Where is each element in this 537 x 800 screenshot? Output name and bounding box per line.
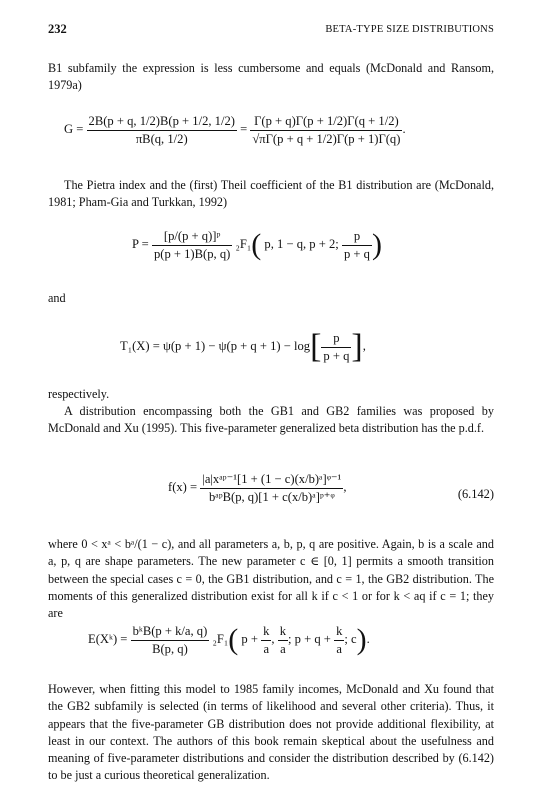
eq-p-lhs: P =	[132, 236, 149, 251]
eq-e-mid: ; p + q +	[288, 631, 331, 646]
eq-g-fraction-2	[250, 115, 402, 145]
paragraph-parameters: where 0 < xᵃ < bᵃ/(1 − c), and all parameters a, b, p, q are positive. Again, b is a scale and a, p, q are shape parameters. The new parameter c ∈ [0, 1] permits a smooth transition between the special cases c = 0, the GB1 distribution, and c = 1, the GB2 distribution. The moments of this generalized distribution exist for all k if c < 1 or for k < aq if c = 1; they are	[48, 537, 494, 621]
eq-f-fraction	[200, 473, 343, 503]
equation-theil	[120, 330, 366, 364]
eq-p-inner-denominator: p + q	[343, 246, 370, 261]
equation-pdf	[168, 473, 346, 503]
eq-p-fraction	[152, 230, 232, 260]
running-title: BETA-TYPE SIZE DISTRIBUTIONS	[325, 24, 494, 35]
eq-e-tail: ; c	[344, 631, 357, 646]
eq-t-comma: ,	[362, 338, 366, 353]
eq-t-close-bracket: ]	[351, 328, 363, 365]
eq-e-denominator: B(p, q)	[152, 641, 188, 656]
eq-g-denominator-2: √πΓ(p + q + 1/2)Γ(p + 1)Γ(q)	[252, 131, 401, 146]
eq-g-period: .	[402, 121, 406, 136]
eq-p-inner-fraction	[342, 230, 372, 260]
paragraph-conclusion: However, when fitting this model to 1985 family incomes, McDonald and Xu found that the GB2 subfamily is selected (in terms of likelihood and several other criteria). Thus, it appears that the five-parameter GB distribution does not provide additional flexibility, at least in our context. The authors of this book remain skeptical about the usefulness and meaning of five-parameter distributions and consider the distribution described by (6.142) to be just a curious theoretical generalization.	[48, 682, 494, 783]
eq-g-fraction-1	[87, 115, 237, 145]
paragraph-and: and	[48, 291, 66, 305]
eq-t-lhs: T₁(X) = ψ(p + 1) − ψ(p + q + 1) − log	[120, 338, 311, 353]
eq-p-numerator: [p/(p + q)]ᵖ	[152, 230, 232, 246]
equation-pietra	[132, 230, 382, 260]
eq-e-a1: a	[263, 641, 270, 656]
eq-e-close-paren: )	[356, 623, 367, 657]
eq-e-a3: a	[336, 641, 343, 656]
eq-e-arg1: p +	[241, 631, 258, 646]
page-number: 232	[48, 22, 67, 36]
eq-p-hypergeometric: ₂F₁	[235, 236, 252, 251]
eq-e-k-over-a-2	[278, 625, 288, 655]
paragraph-intro: B1 subfamily the expression is less cumbersome and equals (McDonald and Ransom, 1979a)	[48, 61, 494, 93]
eq-p-close-paren: )	[371, 228, 382, 262]
eq-e-k3: k	[334, 625, 344, 641]
paragraph-generalized-beta: A distribution encompassing both the GB1 and GB2 families was proposed by McDonald and Xu (1995). This five-parameter generalized beta distribution has the p.d.f.	[48, 404, 494, 436]
eq-f-lhs: f(x) =	[168, 479, 198, 494]
eq-p-denominator: p(p + 1)B(p, q)	[153, 246, 231, 261]
eq-e-k2: k	[278, 625, 288, 641]
eq-e-k1: k	[261, 625, 271, 641]
eq-e-period: .	[366, 631, 370, 646]
equation-number: (6.142)	[457, 487, 494, 501]
eq-e-open-paren: (	[228, 623, 239, 657]
eq-p-open-paren: (	[251, 228, 262, 262]
eq-g-numerator-1: 2B(p + q, 1/2)B(p + 1/2, 1/2)	[87, 115, 237, 131]
eq-e-lhs: E(Xᵏ) =	[88, 631, 128, 646]
eq-t-denominator: p + q	[323, 348, 350, 363]
eq-e-a2: a	[280, 641, 286, 656]
equation-gini	[64, 115, 406, 145]
eq-e-fraction	[131, 625, 210, 655]
eq-e-k-over-a-1	[261, 625, 271, 655]
eq-p-arguments: p, 1 − q, p + 2;	[264, 236, 339, 251]
eq-e-hypergeometric: ₂F₁	[212, 631, 229, 646]
equation-moments: E(Xᵏ) = $\frac{\text{bᵏB(p + k/a, q)}}{B(p, q)}$ ₂F₁( p + $\frac{k}{a}$ , $\frac{k}{a}$ ; p + q + $\frac{k}{a}$ ; c).	[88, 623, 370, 657]
eq-t-fraction	[321, 332, 351, 362]
eq-g-equals: =	[240, 121, 248, 136]
eq-g-lhs: G =	[64, 121, 84, 136]
paragraph-pietra-theil: The Pietra index and the (first) Theil coefficient of the B1 distribution are (McDonald, 1981; Pham-Gia and Turkkan, 1992)	[48, 178, 494, 210]
eq-f-numerator: |a|xᵃᵖ⁻¹[1 + (1 − c)(x/b)ᵃ]ᵠ⁻¹	[200, 473, 343, 489]
eq-g-numerator-2: Γ(p + q)Γ(p + 1/2)Γ(q + 1/2)	[250, 115, 402, 131]
eq-f-denominator: bᵃᵖB(p, q)[1 + c(x/b)ᵃ]ᵖ⁺ᵠ	[208, 489, 335, 504]
eq-p-inner-numerator: p	[342, 230, 372, 246]
eq-g-denominator-1: πB(q, 1/2)	[135, 131, 188, 146]
eq-t-open-bracket: [	[310, 328, 322, 365]
paragraph-respectively: respectively.	[48, 387, 110, 401]
eq-e-k-over-a-3	[334, 625, 344, 655]
eq-e-numerator: bᵏB(p + k/a, q)	[131, 625, 210, 641]
eq-f-comma: ,	[343, 479, 347, 494]
eq-t-numerator: p	[321, 332, 351, 348]
